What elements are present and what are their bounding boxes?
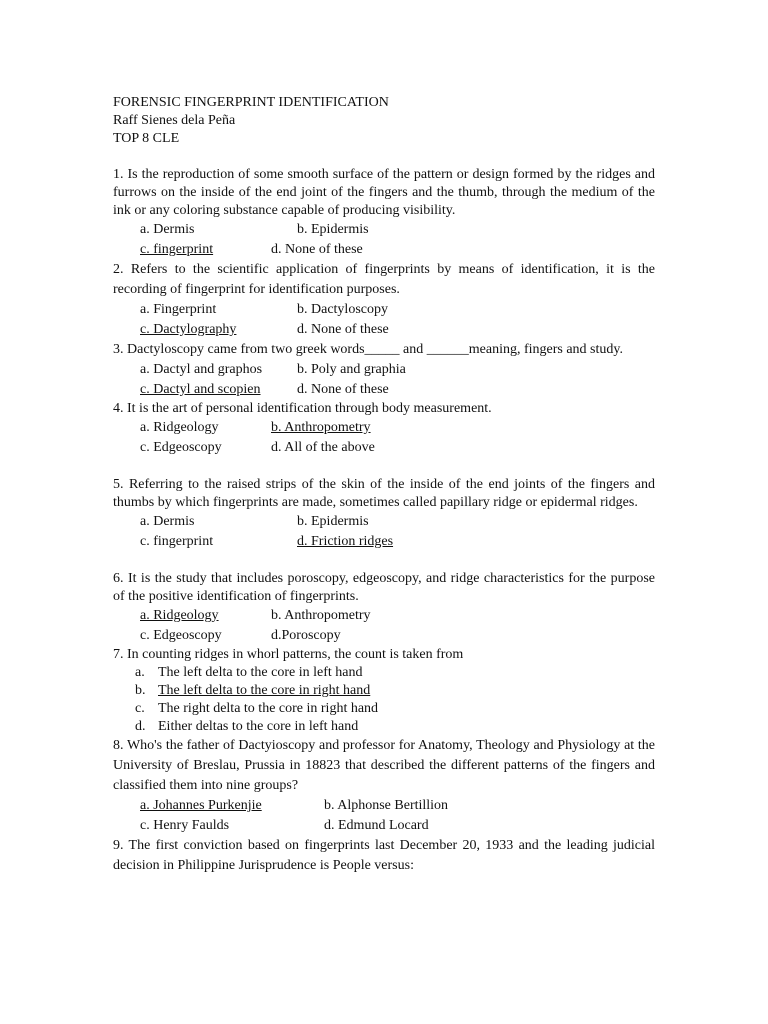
spacer [113, 458, 655, 476]
option-row [113, 438, 655, 458]
question-text: 3. Dactyloscopy came from two greek words_____ and ______meaning, fingers and study. [113, 342, 623, 357]
option-b: b. Dactyloscopy [297, 302, 388, 317]
question-text: 8. Who's the father of Dactyioscopy and professor for Anatomy, Theology and Physiology at the University of Breslau, Prussia in 18823 that described the different patterns of the fingers and classified them into nine groups? [113, 738, 655, 793]
question-text: 2. Refers to the scientific application of fingerprints by means of identification, it is the recording of fingerprint for identification purposes. [113, 262, 655, 297]
option-a: a. Dermis [140, 514, 195, 529]
question-4 [113, 400, 655, 458]
option-a-correct: a. Ridgeology [140, 608, 219, 623]
option-a: a. Fingerprint [140, 302, 217, 317]
option-row [113, 796, 655, 816]
option-c: The right delta to the core in right hand [158, 701, 379, 716]
option-a-correct: a. Johannes Purkenjie [140, 798, 262, 813]
option-d-correct: d. Friction ridges [297, 534, 394, 549]
option-a: a. Dermis [140, 222, 195, 237]
option-row [113, 380, 655, 400]
option-d: d. None of these [297, 382, 389, 397]
option-b-correct: The left delta to the core in right hand [158, 683, 371, 698]
question-1 [113, 166, 655, 260]
document-title: FORENSIC FINGERPRINT IDENTIFICATION [113, 95, 389, 110]
option-row [113, 240, 655, 260]
question-text: 5. Referring to the raised strips of the skin of the inside of the end joints of the fingers and thumbs by which fingerprints are made, sometimes called papillary ridge or epidermal ridges. [113, 477, 655, 510]
question-5 [113, 476, 655, 552]
question-9 [113, 836, 655, 876]
option-d: d. None of these [271, 242, 363, 257]
option-d: Either deltas to the core in left hand [158, 719, 359, 734]
option-b: b. Anthropometry [271, 608, 371, 623]
option-letter: a. [135, 665, 145, 680]
option-row [113, 532, 655, 552]
list-item [113, 682, 655, 700]
option-a: a. Dactyl and graphos [140, 362, 263, 377]
option-c-correct: c. Dactyl and scopien [140, 382, 261, 397]
option-letter: c. [135, 701, 145, 716]
option-d: d. All of the above [271, 440, 375, 455]
question-8 [113, 736, 655, 836]
option-d: d. None of these [297, 322, 389, 337]
option-c: c. fingerprint [140, 534, 214, 549]
option-c-correct: c. fingerprint [140, 242, 214, 257]
option-b: b. Epidermis [297, 222, 369, 237]
option-c: c. Henry Faulds [140, 818, 230, 833]
option-row [113, 606, 655, 626]
option-d: d. Edmund Locard [324, 818, 429, 833]
option-row [113, 360, 655, 380]
question-7 [113, 646, 655, 736]
option-row [113, 418, 655, 438]
option-b: b. Alphonse Bertillion [324, 798, 449, 813]
option-row [113, 626, 655, 646]
option-b-correct: b. Anthropometry [271, 420, 371, 435]
option-row [113, 512, 655, 532]
option-letter: b. [135, 683, 146, 698]
list-item [113, 664, 655, 682]
spacer [113, 148, 655, 166]
question-text: 6. It is the study that includes poroscopy, edgeoscopy, and ridge characteristics for the purpose of the positive identification of fingerprints. [113, 571, 655, 604]
question-6 [113, 570, 655, 646]
option-c-correct: c. Dactylography [140, 322, 237, 337]
option-letter: d. [135, 719, 146, 734]
question-3 [113, 340, 655, 400]
question-text: 1. Is the reproduction of some smooth surface of the pattern or design formed by the ridges and furrows on the inside of the end joint of the fingers and the thumb, through the medium of the ink or any coloring substance capable of producing visibility. [113, 167, 655, 218]
option-list [113, 664, 655, 736]
author-name: Raff Sienes dela Peña [113, 113, 236, 128]
question-text: 9. The first conviction based on fingerprints last December 20, 1933 and the leading judicial decision in Philippine Jurisprudence is People versus: [113, 838, 655, 873]
option-row [113, 300, 655, 320]
author-rank: TOP 8 CLE [113, 131, 180, 146]
option-b: b. Poly and graphia [297, 362, 406, 377]
option-a: a. Ridgeology [140, 420, 219, 435]
option-c: c. Edgeoscopy [140, 628, 222, 643]
option-row [113, 220, 655, 240]
list-item [113, 700, 655, 718]
option-a: The left delta to the core in left hand [158, 665, 363, 680]
question-text: 4. It is the art of personal identification through body measurement. [113, 401, 492, 416]
option-row [113, 320, 655, 340]
list-item [113, 718, 655, 736]
spacer [113, 552, 655, 570]
option-c: c. Edgeoscopy [140, 440, 222, 455]
question-text: 7. In counting ridges in whorl patterns, the count is taken from [113, 647, 464, 662]
option-b: b. Epidermis [297, 514, 369, 529]
option-row [113, 816, 655, 836]
option-d: d.Poroscopy [271, 628, 341, 643]
question-2 [113, 260, 655, 340]
